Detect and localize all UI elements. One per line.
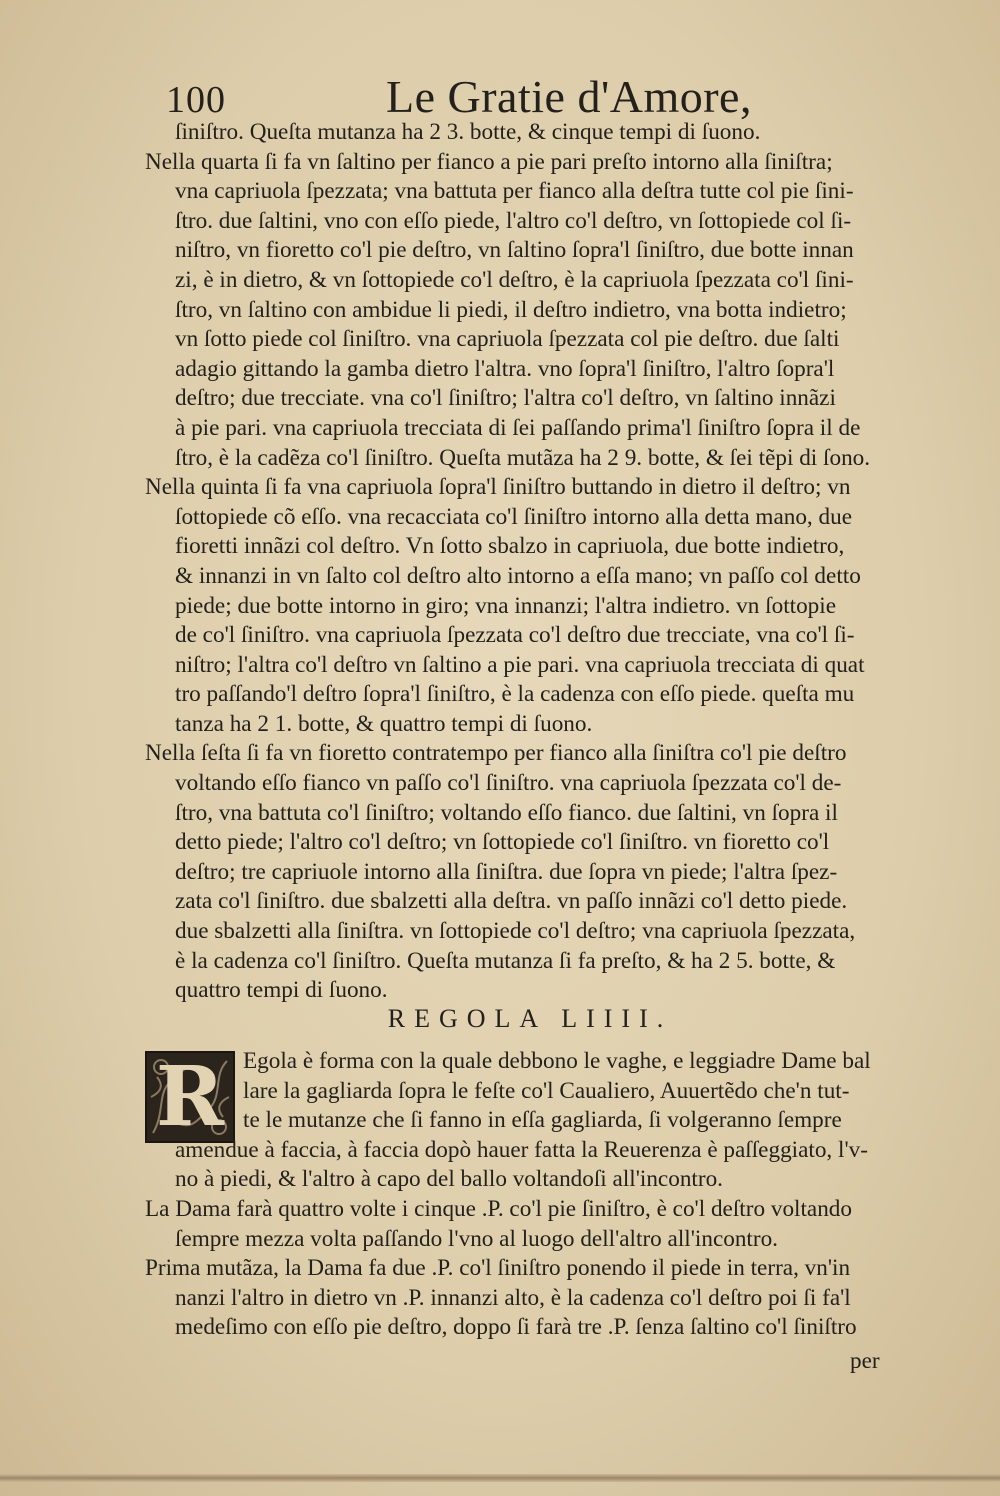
text-line: ſottopiede cõ eſſo. vna recacciata co'l ſiniſtro intorno alla detta mano, due (175, 503, 853, 530)
text-line: deſtro; due trecciate. vna co'l ſiniſtro; l'altra co'l deſtro, vn ſaltino innãzi (175, 385, 836, 412)
text-line: Nella ſeſta ſi fa vn fioretto contratempo per fianco alla ſiniſtra co'l pie deſtro (145, 740, 847, 767)
text-line: due sbalzetti alla ſiniſtra. vn ſottopiede co'l deſtro; vna capriuola ſpezzata, (175, 918, 856, 945)
text-line: Egola è forma con la quale debbono le vaghe, e leggiadre Dame bal (243, 1048, 871, 1074)
text-line: vn ſotto piede col ſiniſtro. vna capriuola ſpezzata col pie deſtro. due ſalti (175, 326, 840, 353)
text-line: Nella quinta ſi fa vna capriuola ſopra'l ſiniſtro buttando in dietro il deſtro; vn (145, 474, 851, 501)
text-line: de co'l ſiniſtro. vna capriuola ſpezzata co'l deſtro due trecciate, vna co'l ſi- (175, 622, 855, 649)
text-line: La Dama farà quattro volte i cinque .P. co'l pie ſiniſtro, è co'l deſtro voltando (145, 1195, 852, 1222)
text-line: à pie pari. vna capriuola trecciata di ſei paſſando prima'l ſiniſtro ſopra il de (175, 414, 861, 441)
text-line: zata co'l ſiniſtro. due sbalzetti alla deſtra. vn paſſo innãzi co'l detto piede. (175, 888, 848, 915)
text-line: detto piede; l'altro co'l deſtro; vn ſottopiede co'l ſiniſtro. vn fioretto co'l (175, 829, 830, 856)
text-line: tro paſſando'l deſtro ſopra'l ſiniſtro, è la cadenza con eſſo piede. queſta mu (175, 681, 855, 708)
text-line: vna capriuola ſpezzata; vna battuta per fianco alla deſtra tutte col pie ſini- (175, 178, 854, 205)
text-line: nanzi l'altro in dietro vn .P. innanzi alto, è la cadenza co'l deſtro poi ſi fa'l (175, 1284, 851, 1311)
text-line: ſtro, vna battuta co'l ſiniſtro; voltando eſſo fianco. due ſaltini, vn ſopra il (175, 799, 838, 826)
text-line: te le mutanze che ſi fanno in eſſa gagliarda, ſi volgeranno ſempre (243, 1107, 842, 1134)
text-line: niſtro; l'altra co'l deſtro vn ſaltino a pie pari. vna capriuola trecciata di quat (175, 651, 865, 678)
text-line: niſtro, vn fioretto co'l pie deſtro, vn ſaltino ſopra'l ſiniſtro, due botte innan (175, 237, 854, 264)
page-number: 100 (166, 79, 226, 121)
text-line: Nella quarta ſi fa vn ſaltino per fianco a pie pari preſto intorno alla ſiniſtra; (145, 148, 833, 175)
page-bottom-edge (0, 1474, 1000, 1482)
text-line: adagio gittando la gamba dietro l'altra. vno ſopra'l ſiniſtro, l'altro ſopra'l (175, 355, 835, 382)
text-line: zi, è in dietro, & vn ſottopiede co'l deſtro, è la capriuola ſpezzata co'l ſini- (175, 266, 854, 293)
body-text (145, 118, 927, 1006)
text-line: voltando eſſo fianco vn paſſo co'l ſiniſtro. vna capriuola ſpezzata co'l de- (175, 770, 842, 797)
text-line: Prima mutãza, la Dama fa due .P. co'l ſiniſtro ponendo il piede in terra, vn'in (145, 1255, 851, 1282)
page-header (158, 68, 858, 124)
text-line: fioretti innãzi col deſtro. Vn ſotto sbalzo in capriuola, due botte indietro, (175, 533, 845, 560)
text-line: quattro tempi di ſuono. (175, 977, 388, 1004)
running-head: Le Gratie d'Amore, (386, 71, 752, 122)
text-line: piede; due botte intorno in giro; vna innanzi; l'altra indietro. vn ſottopie (175, 592, 837, 619)
text-line: ſtro. due ſaltini, vno con eſſo piede, l'altro co'l deſtro, vn ſottopiede col ſi- (175, 207, 852, 234)
text-line: medeſimo con eſſo pie deſtro, doppo ſi farà tre .P. ſenza ſaltino co'l ſiniſtro (175, 1314, 857, 1341)
text-line: ſtro, è la cadẽza co'l ſiniſtro. Queſta mutãza ha 2 9. botte, & ſei tẽpi di ſono. (175, 444, 871, 471)
catchword: per (850, 1348, 880, 1374)
text-line: ſtro, vn ſaltino con ambidue li piedi, il deſtro indietro, vna botta indietro; (175, 296, 847, 323)
text-line: & innanzi in vn ſalto col deſtro alto intorno a eſſa mano; vn paſſo col detto (175, 562, 861, 589)
section-heading: REGOLA LIIII. (387, 1004, 673, 1033)
text-line: lare la gagliarda ſopra le feſte co'l Caualiero, Auuertẽdo che'n tut- (243, 1077, 850, 1104)
text-line: ſempre mezza volta paſſando l'vno al luogo dell'altro all'incontro. (175, 1225, 778, 1252)
text-line: è la cadenza co'l ſiniſtro. Queſta mutanza ſi fa preſto, & ha 2 5. botte, & (175, 947, 836, 974)
rule-lines (145, 1047, 935, 1343)
drop-cap-letter: R (155, 1049, 225, 1145)
text-line: tanza ha 2 1. botte, & quattro tempi di ſuono. (175, 710, 593, 737)
text-line: amendue à faccia, à faccia dopò hauer fatta la Reuerenza è paſſeggiato, l'v- (175, 1136, 868, 1163)
text-line: no à piedi, & l'altro à capo del ballo voltandoſi all'incontro. (175, 1166, 723, 1193)
text-line: ſiniſtro. Queſta mutanza ha 2 3. botte, & cinque tempi di ſuono. (175, 119, 761, 145)
text-line: deſtro; tre capriuole intorno alla ſiniſtra. due ſopra vn piede; l'altra ſpez- (175, 858, 838, 885)
